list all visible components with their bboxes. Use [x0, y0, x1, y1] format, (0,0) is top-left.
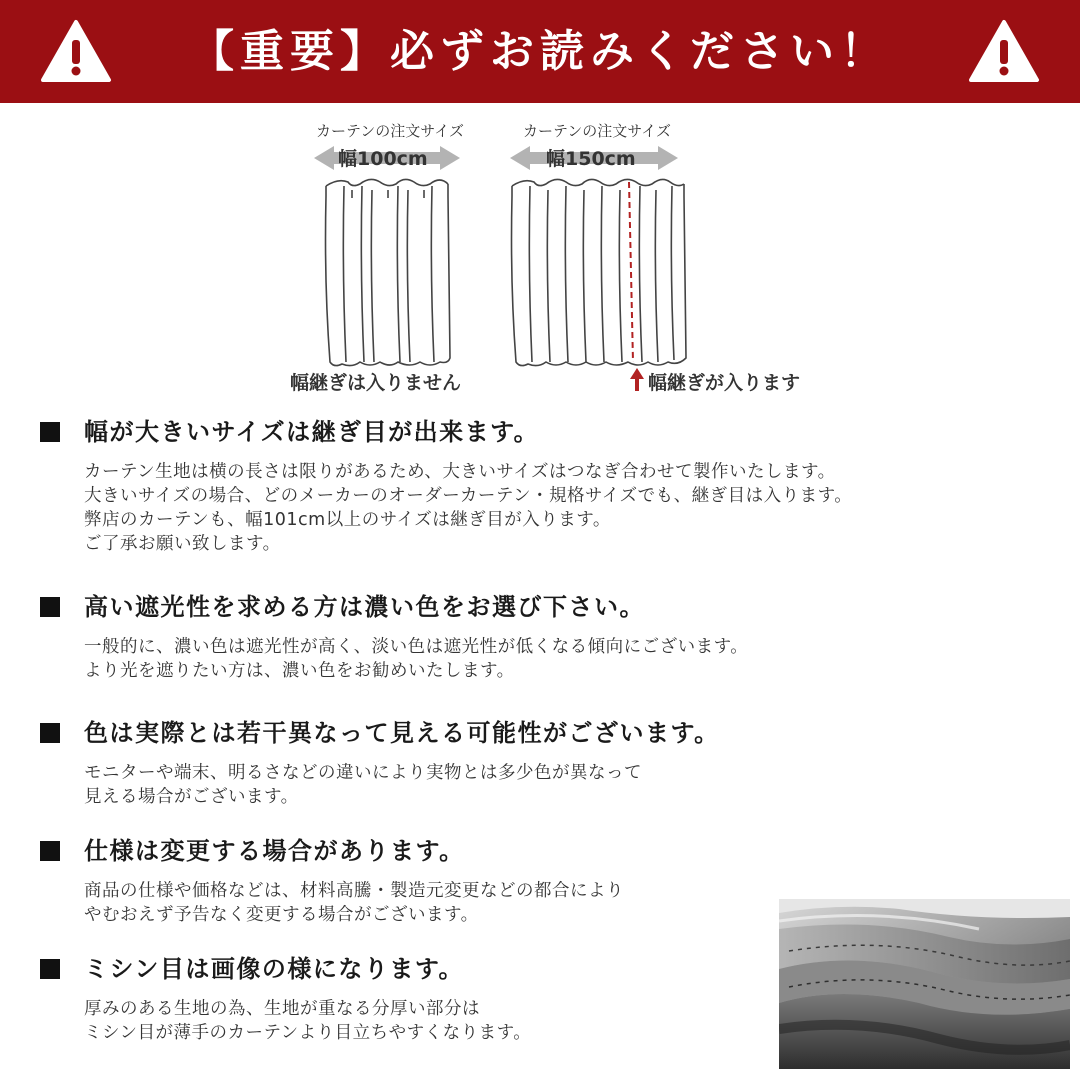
body-line: 一般的に、濃い色は遮光性が高く、淡い色は遮光性が低くなる傾向にございます。: [84, 637, 749, 657]
right-caption: 幅継ぎが入ります: [648, 372, 801, 394]
section-heading: [40, 414, 1050, 450]
section-heading-text: 仕様は変更する場合があります。: [84, 837, 465, 865]
banner-title: 【重要】必ずお読みください！: [190, 26, 890, 77]
seam-line: [629, 182, 633, 362]
right-width-value: 幅150cm: [546, 148, 636, 170]
left-order-size-label: カーテンの注文サイズ: [316, 122, 465, 140]
body-line: モニターや端末、明るさなどの違いにより実物とは多少色が異なって: [84, 763, 642, 783]
notice-section-blackout: [40, 589, 1050, 683]
section-body: [40, 761, 1050, 809]
body-line: ミシン目が薄手のカーテンより目立ちやすくなります。: [84, 1023, 532, 1043]
body-line: 商品の仕様や価格などは、材料高騰・製造元変更などの都合により: [84, 881, 624, 901]
body-line: 弊店のカーテンも、幅101cm以上のサイズは継ぎ目が入ります。: [84, 510, 611, 530]
square-bullet-icon: [40, 597, 60, 617]
square-bullet-icon: [40, 959, 60, 979]
square-bullet-icon: [40, 841, 60, 861]
section-heading-text: ミシン目は画像の様になります。: [84, 955, 464, 983]
warning-icon: [968, 18, 1040, 84]
up-arrow-icon: [630, 368, 644, 391]
body-line: より光を遮りたい方は、濃い色をお勧めいたします。: [84, 661, 515, 681]
curtain-width-diagram: [0, 112, 1080, 402]
section-heading: [40, 715, 1050, 751]
fabric-stitch-photo: [779, 899, 1070, 1069]
section-heading-text: 色は実際とは若干異なって見える可能性がございます。: [84, 719, 720, 747]
square-bullet-icon: [40, 422, 60, 442]
section-heading: [40, 589, 1050, 625]
body-line: ご了承お願い致します。: [84, 534, 281, 554]
left-width-value: 幅100cm: [338, 148, 428, 170]
notice-section-color: [40, 715, 1050, 809]
body-line: カーテン生地は横の長さは限りがあるため、大きいサイズはつなぎ合わせて製作いたします。: [84, 462, 836, 482]
body-line: やむおえず予告なく変更する場合がございます。: [84, 905, 479, 925]
section-body: [40, 460, 1050, 556]
right-curtain: [512, 179, 687, 365]
body-line: 厚みのある生地の為、生地が重なる分厚い部分は: [84, 999, 480, 1019]
body-line: 大きいサイズの場合、どのメーカーのオーダーカーテン・規格サイズでも、継ぎ目は入ります。: [84, 486, 853, 506]
notice-section-seam: [40, 414, 1050, 556]
square-bullet-icon: [40, 723, 60, 743]
left-curtain: [326, 179, 451, 365]
section-body: [40, 635, 1050, 683]
curtain-illustration: [0, 112, 1080, 402]
section-heading: [40, 833, 1050, 869]
section-heading-text: 幅が大きいサイズは継ぎ目が出来ます。: [84, 418, 540, 446]
header-banner: [0, 0, 1080, 103]
section-heading-text: 高い遮光性を求める方は濃い色をお選び下さい。: [84, 593, 645, 621]
right-order-size-label: カーテンの注文サイズ: [523, 122, 672, 140]
left-caption: 幅継ぎは入りません: [290, 372, 462, 394]
body-line: 見える場合がございます。: [84, 787, 299, 807]
